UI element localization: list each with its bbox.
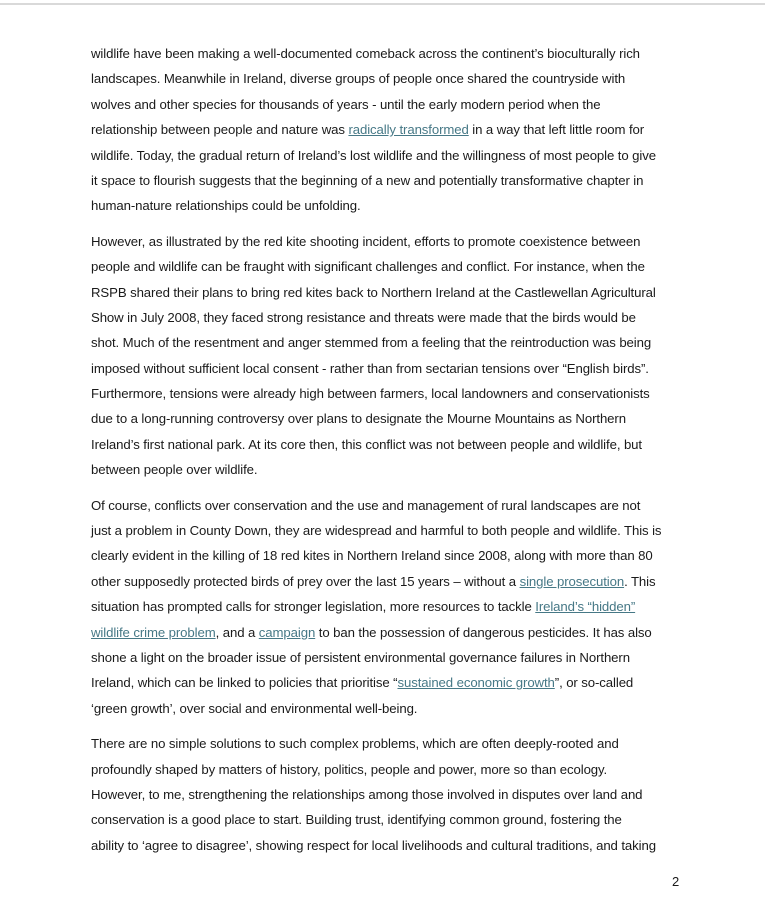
text-run: , and a — [215, 624, 259, 640]
inline-hyperlink[interactable]: sustained economic growth — [397, 675, 555, 691]
text-run: Ireland, which can be linked to policies that prioritise “ — [91, 675, 398, 691]
text-run: There are no simple solutions to such complex problems, which are often deeply-rooted and — [91, 736, 619, 752]
text-run: shot. Much of the resentment and anger stemmed from a feeling that the reintroduction was being — [91, 335, 652, 351]
text-run: imposed without sufficient local consent - rather than from sectarian tensions over “English birds”. — [91, 360, 649, 376]
text-run: relationship between people and nature was — [91, 122, 349, 138]
text-line — [91, 229, 691, 254]
inline-hyperlink[interactable]: radically transformed — [348, 122, 469, 138]
text-line — [91, 457, 691, 482]
text-line — [91, 356, 691, 381]
text-line — [91, 168, 691, 193]
text-run: . This — [624, 573, 656, 589]
text-run: wildlife have been making a well-documented comeback across the continent’s bioculturally rich — [91, 46, 640, 61]
text-run: people and wildlife can be fraught with significant challenges and conflict. For instance, when the — [91, 259, 645, 275]
text-run: landscapes. Meanwhile in Ireland, diverse groups of people once shared the countryside with — [91, 71, 626, 87]
text-run: Show in July 2008, they faced strong resistance and threats were made that the birds would be — [91, 309, 636, 325]
text-line — [91, 406, 691, 431]
text-line — [91, 305, 691, 330]
paragraph-1 — [91, 41, 691, 219]
text-run: Ireland’s first national park. At its core then, this conflict was not between people and wildlife, but — [91, 436, 642, 452]
page-number: 2 — [672, 874, 680, 889]
text-line — [91, 696, 691, 721]
text-line — [91, 117, 691, 142]
text-line — [91, 493, 691, 518]
text-run: human-nature relationships could be unfolding. — [91, 198, 361, 214]
text-run: it space to flourish suggests that the beginning of a new and potentially transformative chapter in — [91, 172, 644, 188]
text-line — [91, 543, 691, 568]
text-line — [91, 518, 691, 543]
text-line — [91, 833, 691, 858]
text-run: in a way that left little room for — [468, 122, 645, 138]
text-line — [91, 645, 691, 670]
text-line — [91, 66, 691, 91]
text-run: wolves and other species for thousands of years - until the early modern period when the — [91, 96, 601, 112]
text-run: ”, or so-called — [554, 675, 634, 691]
text-run: due to a long-running controversy over plans to designate the Mourne Mountains as Northern — [91, 411, 626, 427]
inline-hyperlink[interactable]: wildlife crime problem — [91, 624, 216, 640]
text-line — [91, 432, 691, 457]
text-run: other supposedly protected birds of prey over the last 15 years – without a — [91, 573, 520, 589]
text-line — [91, 620, 691, 645]
text-line — [91, 569, 691, 594]
text-run: profoundly shaped by matters of history, politics, people and power, more so than ecology. — [91, 761, 608, 777]
text-run: ‘green growth’, over social and environmental well-being. — [91, 700, 418, 716]
paragraph-4 — [91, 731, 691, 858]
text-line — [91, 807, 691, 832]
paragraph-2 — [91, 229, 691, 483]
text-run: just a problem in County Down, they are widespread and harmful to both people and wildlife. This is — [91, 523, 662, 539]
text-run: conservation is a good place to start. Building trust, identifying common ground, fostering the — [91, 812, 622, 828]
text-line — [91, 782, 691, 807]
text-run: Of course, conflicts over conservation and the use and management of rural landscapes are not — [91, 497, 641, 513]
text-run: However, as illustrated by the red kite shooting incident, efforts to promote coexistence between — [91, 233, 641, 249]
inline-hyperlink[interactable]: campaign — [258, 624, 316, 640]
document-page — [91, 41, 691, 868]
text-run: to ban the possession of dangerous pesticides. It has also — [315, 624, 652, 640]
text-line — [91, 731, 691, 756]
text-line — [91, 92, 691, 117]
text-run: ability to ‘agree to disagree’, showing respect for local livelihoods and cultural traditions, and taking — [91, 837, 656, 853]
text-line — [91, 330, 691, 355]
text-line — [91, 143, 691, 168]
text-line — [91, 41, 691, 66]
paragraph-3 — [91, 493, 691, 722]
text-run: However, to me, strengthening the relationships among those involved in disputes over land and — [91, 786, 643, 802]
text-run: situation has prompted calls for stronger legislation, more resources to tackle — [91, 599, 536, 615]
text-line — [91, 757, 691, 782]
text-line — [91, 280, 691, 305]
inline-hyperlink[interactable]: single prosecution — [519, 573, 625, 589]
inline-hyperlink[interactable]: Ireland’s “hidden” — [535, 599, 636, 615]
text-run: between people over wildlife. — [91, 462, 258, 478]
text-run: RSPB shared their plans to bring red kites back to Northern Ireland at the Castlewellan Agricultural — [91, 284, 656, 300]
page-top-edge — [0, 3, 765, 5]
text-run: Furthermore, tensions were already high between farmers, local landowners and conservationists — [91, 386, 650, 402]
text-line — [91, 594, 691, 619]
text-line — [91, 381, 691, 406]
text-run: wildlife. Today, the gradual return of Ireland’s lost wildlife and the willingness of most people to give — [91, 147, 656, 163]
text-line — [91, 193, 691, 218]
text-line — [91, 254, 691, 279]
text-run: shone a light on the broader issue of persistent environmental governance failures in Northern — [91, 649, 630, 665]
text-line — [91, 670, 691, 695]
text-run: clearly evident in the killing of 18 red kites in Northern Ireland since 2008, along with more than 80 — [91, 548, 653, 564]
